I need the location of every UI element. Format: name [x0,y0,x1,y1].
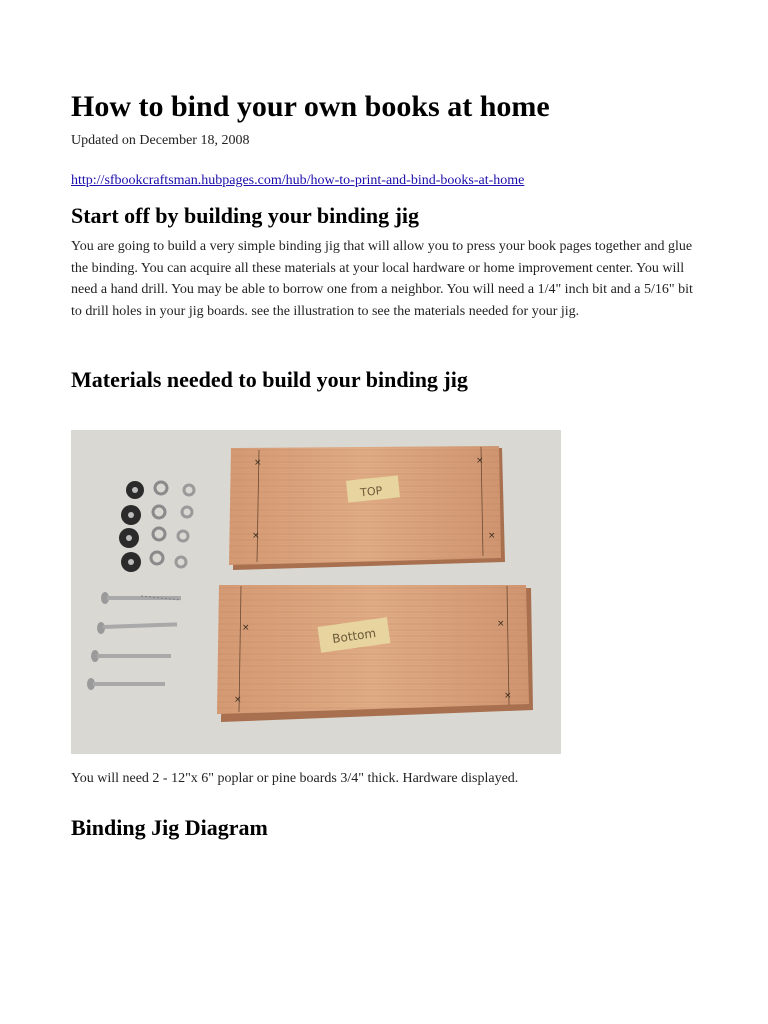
section-heading-materials: Materials needed to build your binding jig [71,367,468,392]
svg-text:×: × [234,695,242,705]
svg-text:×: × [504,691,512,701]
source-link[interactable]: http://sfbookcraftsman.hubpages.com/hub/how-to-print-and-bind-books-at-home [71,173,525,188]
svg-text:×: × [497,619,505,629]
svg-text:×: × [476,456,484,466]
top-board-label: TOP [359,484,383,500]
photo-caption: You will need 2 - 12"x 6" poplar or pine boards 3/4" thick. Hardware displayed. [71,771,519,786]
materials-photo [71,430,561,754]
page-title: How to bind your own books at home [71,90,550,123]
section-heading-diagram: Binding Jig Diagram [71,815,268,840]
svg-text:×: × [254,458,262,468]
top-board [229,446,505,570]
svg-text:×: × [242,623,250,633]
section-body-binding-jig: You are going to build a very simple binding jig that will allow you to press your book pages together and glue the binding. You can acquire all these materials at your local hardware or home improvement center. You will need a hand drill. You may be able to borrow one from a neighbor. You will need a 1/4" inch bit and a 5/16" bit to drill holes in your jig boards. see the illustration to see the materials needed for your jig. [71,239,693,320]
svg-text:×: × [252,531,260,541]
svg-text:×: × [488,531,496,541]
bottom-board [217,585,533,722]
updated-date: Updated on December 18, 2008 [71,133,250,148]
section-heading-binding-jig: Start off by building your binding jig [71,203,420,228]
bottom-board-label: Bottom [331,625,377,646]
